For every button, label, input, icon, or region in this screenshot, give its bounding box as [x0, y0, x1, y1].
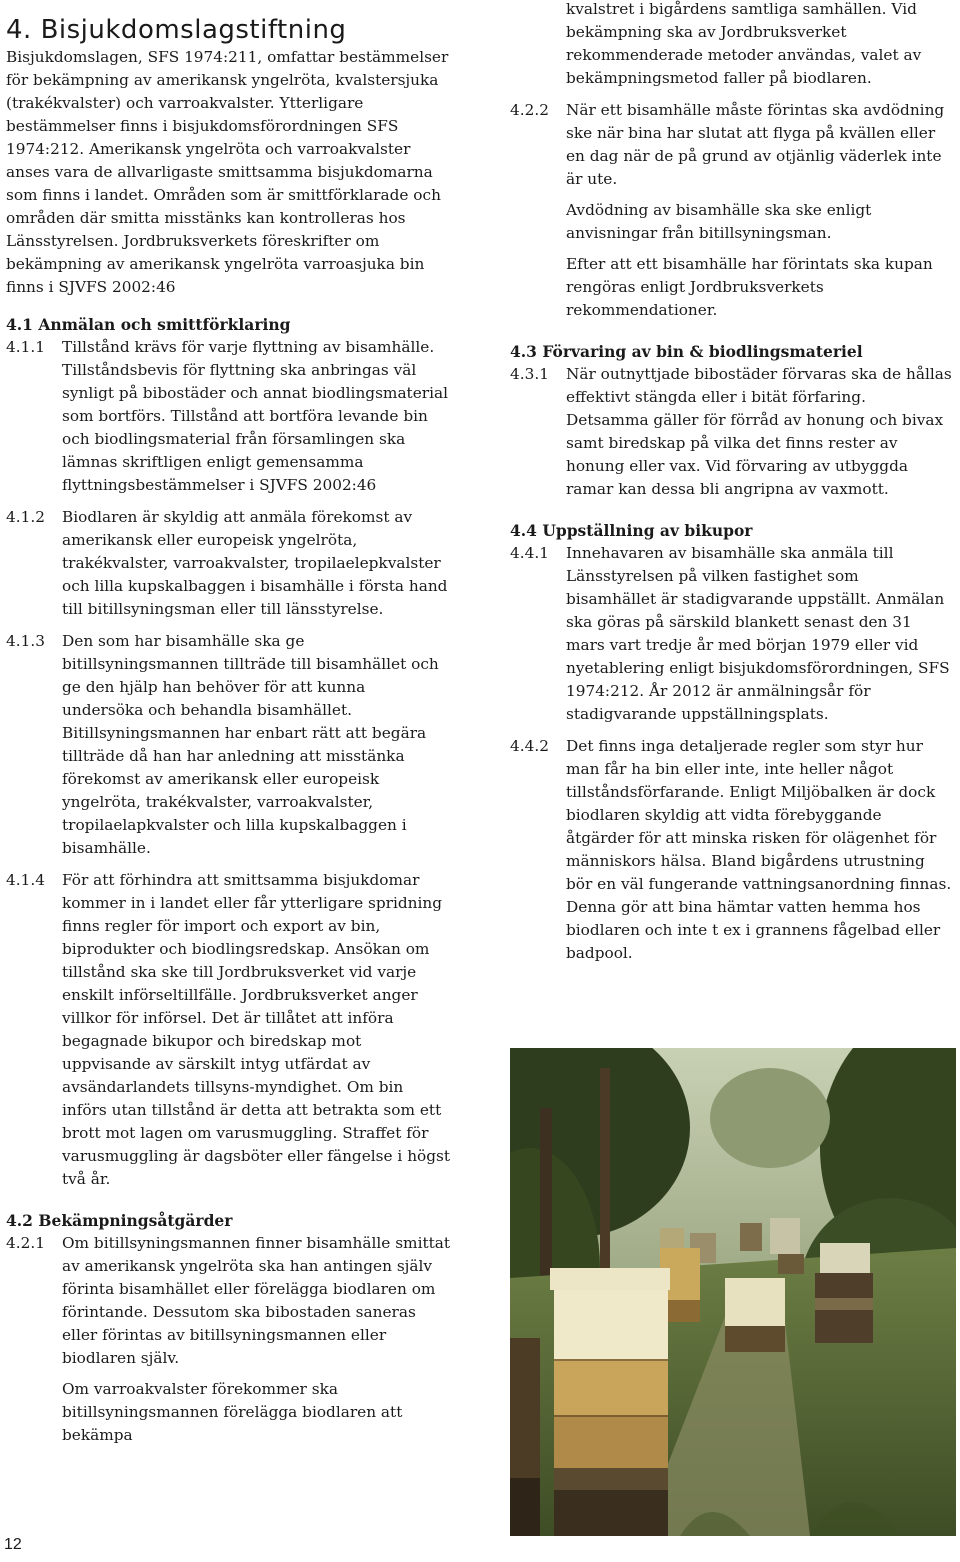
clause-number: 4.1.3: [6, 632, 45, 650]
clause-text: Det finns inga detaljerade regler som styr hur man får ha bin eller inte, inte heller något tillståndsförfarande. Enligt Miljöbalken är dock biodlaren skyldig att vidta förebyggande åtgärder för att minska risken för olägenhet för människors hälsa. Bland bigårdens utrustning bör en väl fungerande vattningsanordning finnas. Denna gör att bina hämtar vatten hemma hos biodlaren och inte t ex i grannens fågelbad eller badpool.: [566, 737, 952, 962]
section-heading-4-3: 4.3 Förvaring av bin & biodlingsmateriel: [510, 342, 863, 361]
section-heading-4-2: 4.2 Bekämpningsåtgärder: [6, 1211, 233, 1230]
clause-number: 4.1.4: [6, 871, 45, 889]
clause-text: För att förhindra att smittsamma bisjukdomar kommer in i landet eller får ytterligare spridning finns regler för import och export av bin, biprodukter och biodlingsredskap. Ansökan om tillstånd ska ske till Jordbruksverket vid varje enskilt införseltillfälle. Jordbruksverket anger villkor för införsel. Det är tillåtet att införa begagnade bikupor och biredskap mot uppvisande av särskilt intyg utfärdat av avsändarlandets tillsyns-myndighet. Om bin införs utan tillstånd är detta att betrakta som ett brott mot lagen om varusmuggling. Straffet för varusmuggling är dagsböter eller fängelse i högst två år.: [62, 871, 451, 1188]
clause-text-continued: Efter att ett bisamhälle har förintats ska kupan rengöras enligt Jordbruksverkets rekommendationer.: [566, 255, 933, 319]
clause-number: 4.1.1: [6, 338, 45, 356]
clause-4-1-3: [6, 630, 451, 860]
clause-4-1-4: [6, 869, 451, 1191]
clause-text: När ett bisamhälle måste förintas ska avdödning ske när bina har slutat att flyga på kvällen eller en dag när de på grund av otjänlig väderlek inte är ute.: [566, 101, 945, 188]
left-column: [6, 46, 451, 1456]
clause-number: 4.4.2: [510, 737, 549, 755]
clause-4-4-2: [510, 735, 953, 965]
beehive-photo: [510, 1048, 956, 1536]
clause-number: 4.2.1: [6, 1234, 45, 1252]
page-number: 12: [4, 1536, 22, 1553]
clause-text: Tillstånd krävs för varje flyttning av bisamhälle. Tillståndsbevis för flyttning ska anbringas väl synligt på bibostäder och annat biodlingsmaterial som bortförs. Tillstånd att bortföra levande bin och biodlingsmaterial från församlingen ska lämnas skriftligen enligt gemensamma flyttningsbestämmelser i SJVFS 2002:46: [62, 338, 448, 494]
clause-4-4-1: [510, 542, 953, 726]
clause-text: Den som har bisamhälle ska ge bitillsyningsmannen tillträde till bisamhället och ge den hjälp han behöver för att kunna undersöka och behandla bisamhället. Bitillsyningsmannen har enbart rätt att begära tillträde då han har anledning att misstänka förekomst av amerikansk eller europeisk yngelröta, trakékvalster, varroakvalster, tropilaelapkvalster och lilla kupskalbaggen i bisamhälle.: [62, 632, 439, 857]
intro-paragraph: Bisjukdomslagen, SFS 1974:211, omfattar bestämmelser för bekämpning av amerikansk yngelröta, kvalstersjuka (trakékvalster) och varroakvalster. Ytterligare bestämmelser finns i bisjukdomsförordningen SFS 1974:212. Amerikansk yngelröta och varroakvalster anses vara de allvarligaste smittsamma bisjukdomarna som finns i landet. Områden som är smittförklarade och områden där smitta misstänks kan kontrolleras hos Länsstyrelsen. Jordbruksverkets föreskrifter om bekämpning av amerikansk yngelröta varroasjuka bin finns i SJVFS 2002:46: [6, 48, 449, 296]
clause-text-continued: Avdödning av bisamhälle ska ske enligt anvisningar från bitillsyningsman.: [566, 201, 872, 242]
page-title: 4. Bisjukdomslagstiftning: [6, 15, 347, 46]
clause-number: 4.3.1: [510, 365, 549, 383]
clause-text-continued: Om varroakvalster förekommer ska bitillsyningsmannen förelägga biodlaren att bekämpa: [62, 1380, 403, 1444]
clause-text: Om bitillsyningsmannen finner bisamhälle smittat av amerikansk yngelröta ska han antingen själv förinta bisamhället eller förelägga biodlaren om förintande. Dessutom ska bibostaden saneras eller förintas av bitillsyningsmannen eller biodlaren själv.: [62, 1234, 451, 1367]
clause-number: 4.4.1: [510, 544, 549, 562]
clause-number: 4.1.2: [6, 508, 45, 526]
section-heading-4-1: 4.1 Anmälan och smittförklaring: [6, 315, 291, 334]
right-column: [510, 0, 953, 974]
clause-text: När outnyttjade bibostäder förvaras ska de hållas effektivt stängda eller i bität förfaring. Detsamma gäller för förråd av honung och bivax samt biredskap på vilka det finns rester av honung eller vax. Vid förvaring av utbyggda ramar kan dessa bli angripna av vaxmott.: [566, 365, 952, 498]
clause-text: Innehavaren av bisamhälle ska anmäla till Länsstyrelsen på vilken fastighet som bisamhället är stadigvarande uppställt. Anmälan ska göras på särskild blankett senast den 31 mars vart tredje år med början 1979 eller vid nyetablering enligt bisjukdomsförordningen, SFS 1974:212. År 2012 är anmälningsår för stadigvarande uppställningsplats.: [566, 544, 950, 723]
clause-text: Biodlaren är skyldig att anmäla förekomst av amerikansk eller europeisk yngelröta, trakékvalster, varroakvalster, tropilaelepkvalster och lilla kupskalbaggen i bisamhälle i första hand till bitillsyningsman eller till länsstyrelse.: [62, 508, 448, 618]
continued-paragraph: kvalstret i bigårdens samtliga samhällen. Vid bekämpning ska av Jordbruksverket rekommenderade metoder användas, valet av bekämpningsmetod faller på biodlaren.: [566, 0, 922, 87]
clause-4-2-2: [510, 99, 953, 322]
section-heading-4-4: 4.4 Uppställning av bikupor: [510, 521, 753, 540]
clause-4-2-1: [6, 1232, 451, 1447]
clause-4-1-1: [6, 336, 451, 497]
clause-4-1-2: [6, 506, 451, 621]
clause-4-3-1: [510, 363, 953, 501]
clause-number: 4.2.2: [510, 101, 549, 119]
